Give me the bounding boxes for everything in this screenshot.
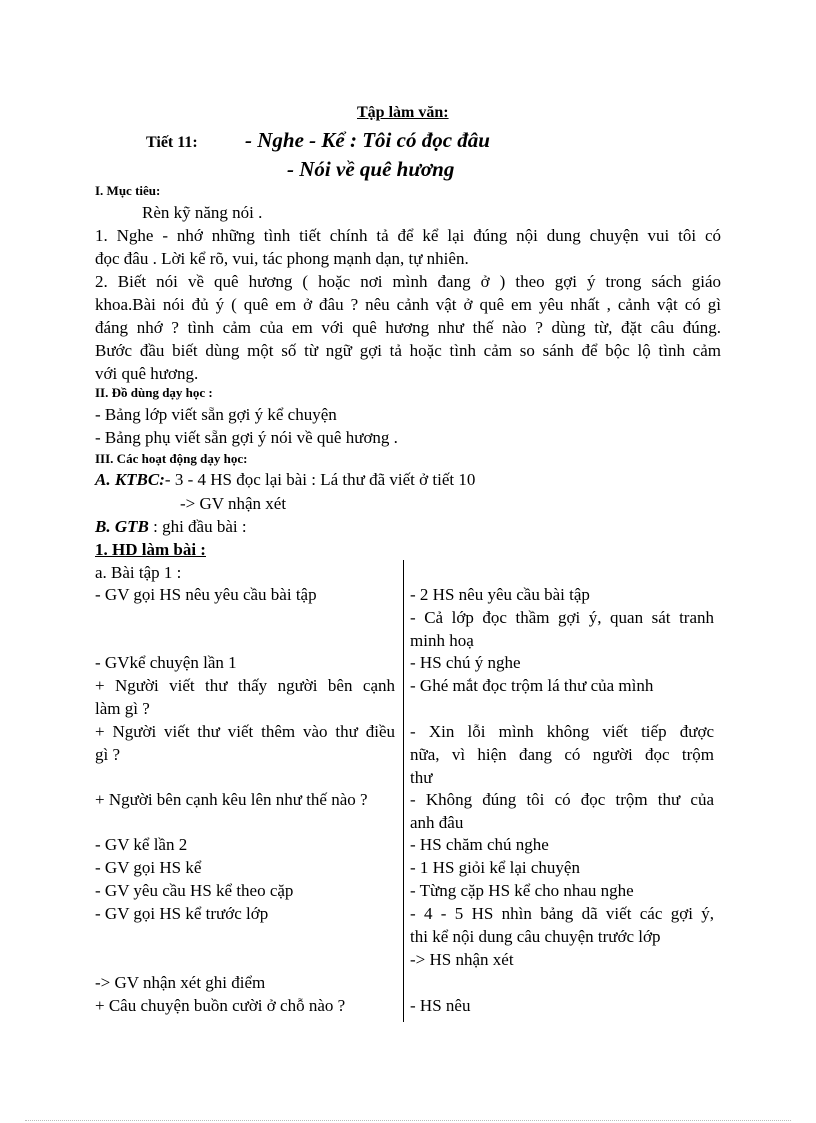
student-answer-3-line-2: anh đâu: [410, 813, 464, 832]
objective-2-line-2: khoa.Bài nói đủ ý ( quê em ở đâu ? nêu cảnh vật ở quê em yêu nhất , cảnh vật có gì: [95, 295, 721, 314]
objectives-heading: I. Mục tiêu:: [95, 183, 161, 198]
materials-line-2: - Bảng phụ viết sẵn gợi ý nói về quê hương .: [95, 428, 398, 447]
student-step-3: - HS chú ý nghe: [410, 653, 521, 672]
teacher-question-3: + Người bên cạnh kêu lên như thế nào ?: [95, 790, 368, 809]
ktbc-line: [95, 470, 475, 490]
teacher-question-1-line-2: làm gì ?: [95, 699, 150, 718]
objectives-intro: Rèn kỹ năng nói .: [142, 203, 263, 222]
gtb-line: [95, 517, 247, 537]
hd-heading: 1. HD làm bài :: [95, 540, 206, 559]
page-bottom-border: [25, 1120, 791, 1121]
teacher-step-7: -> GV nhận xét ghi điểm: [95, 973, 266, 992]
lesson-title-2: - Nói về quê hương: [287, 157, 455, 181]
teacher-step-4: - GV gọi HS kể: [95, 858, 202, 877]
teacher-question-2-line-1: + Người viết thư viết thêm vào thư điều: [95, 722, 395, 741]
materials-line-1: - Bảng lớp viết sẵn gợi ý kể chuyện: [95, 405, 337, 424]
student-answer-4: - HS nêu: [410, 996, 471, 1015]
activities-heading: III. Các hoạt động dạy học:: [95, 451, 248, 466]
gtb-text: : ghi đầu bài :: [153, 517, 247, 536]
objective-1-line-1: 1. Nghe - nhớ những tình tiết chính tả để kể lại đúng nội dung chuyện vui tôi có: [95, 226, 721, 245]
student-step-7-line-1: - 4 - 5 HS nhìn bảng dã viết các gợi ý,: [410, 904, 714, 923]
student-step-5: - 1 HS giỏi kể lại chuyện: [410, 858, 580, 877]
student-answer-2-line-3: thư: [410, 768, 433, 787]
student-answer-2-line-2: nữa, vì hiện đang có người đọc trộm: [410, 745, 714, 764]
student-step-8: -> HS nhận xét: [410, 950, 514, 969]
teacher-question-1-line-1: + Người viết thư thấy người bên cạnh: [95, 676, 395, 695]
objective-2-line-5: với quê hương.: [95, 364, 199, 383]
teacher-step-1: - GV gọi HS nêu yêu cầu bài tập: [95, 585, 317, 604]
objective-2-line-3: đáng nhớ ? tình cảm của em với quê hương như thế nào ? dùng từ, đặt câu đúng.: [95, 318, 721, 337]
student-step-7-line-2: thi kể nội dung câu chuyện trước lớp: [410, 927, 661, 946]
objective-1-line-2: đọc đâu . Lời kể rõ, vui, tác phong mạnh dạn, tự nhiên.: [95, 249, 469, 268]
materials-heading: II. Đồ dùng dạy học :: [95, 385, 213, 400]
teacher-question-2-line-2: gì ?: [95, 745, 121, 764]
student-step-2-line-2: minh hoạ: [410, 631, 474, 650]
ktbc-result: -> GV nhận xét: [180, 494, 287, 513]
teacher-step-2: - GVkể chuyện lần 1: [95, 653, 237, 672]
student-answer-3-line-1: - Không đúng tôi có đọc trộm thư của: [410, 790, 714, 809]
student-answer-2-line-1: - Xin lỗi mình không viết tiếp được: [410, 722, 714, 741]
objective-2-line-4: Bước đầu biết dùng một số từ ngữ gợi tả hoặc tình cảm so sánh để bộc lộ tình cảm: [95, 341, 721, 360]
student-answer-1: - Ghé mắt đọc trộm lá thư của mình: [410, 676, 654, 695]
teacher-step-3: - GV kể lần 2: [95, 835, 188, 854]
gtb-label: B. GTB: [95, 517, 149, 536]
student-step-4: - HS chăm chú nghe: [410, 835, 549, 854]
teacher-question-4: + Câu chuyện buồn cười ở chỗ nào ?: [95, 996, 346, 1015]
objective-2-line-1: 2. Biết nói về quê hương ( hoặc nơi mình đang ở ) theo gợi ý trong sách giáo: [95, 272, 721, 291]
student-step-6: - Từng cặp HS kể cho nhau nghe: [410, 881, 634, 900]
column-divider: [403, 560, 404, 1022]
ktbc-text: - 3 - 4 HS đọc lại bài : Lá thư đã viết ở tiết 10: [164, 470, 476, 489]
teacher-step-5: - GV yêu cầu HS kể theo cặp: [95, 881, 294, 900]
lesson-title-1: - Nghe - Kể : Tôi có đọc đâu: [245, 128, 490, 152]
teacher-step-6: - GV gọi HS kể trước lớp: [95, 904, 269, 923]
subject-heading: Tập làm văn:: [357, 104, 449, 121]
exercise-heading: a. Bài tập 1 :: [95, 563, 182, 582]
ktbc-label: A. KTBC:: [95, 470, 165, 489]
student-step-1: - 2 HS nêu yêu cầu bài tập: [410, 585, 590, 604]
student-step-2-line-1: - Cả lớp đọc thầm gợi ý, quan sát tranh: [410, 608, 714, 627]
lesson-number: Tiết 11:: [146, 134, 198, 151]
